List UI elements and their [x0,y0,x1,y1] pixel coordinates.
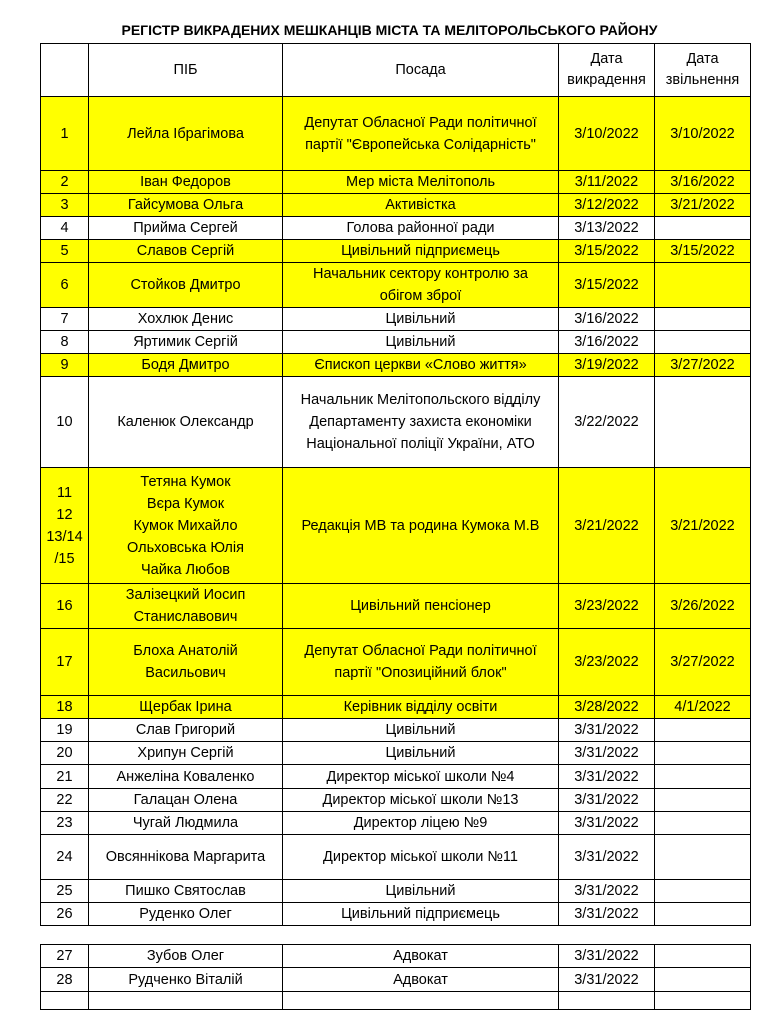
row-number-line: 20 [56,745,73,761]
person-position [283,903,559,926]
person-name-line: Станиславович [133,609,238,625]
person-name-line: Кумок Михайло [133,517,238,534]
row-number-line: 18 [56,699,73,715]
row-number-line: 16 [56,598,73,614]
row-number-line: 11 [56,484,73,501]
table-row [41,812,751,835]
person-name [89,217,283,240]
table-row [41,765,751,789]
table-row [41,719,751,742]
person-name [89,331,283,354]
person-position-line: Директор міської школи №4 [326,768,515,785]
row-number [41,789,89,812]
table-row [41,742,751,765]
kidnap-date: 3/22/2022 [559,377,655,468]
abductees-table-continued [40,944,751,1010]
person-position-line: Директор ліцею №9 [353,815,488,831]
person-position [283,584,559,629]
kidnap-date: 3/19/2022 [559,354,655,377]
row-number [41,812,89,835]
row-number-line: 8 [60,334,69,350]
table-row [41,194,751,217]
table-row [41,629,751,696]
row-number [41,903,89,926]
header-kidnap-date-line: Дата [590,51,623,67]
person-position [283,97,559,171]
person-name [89,97,283,171]
row-number-line: 10 [56,414,73,430]
person-position-line: Єпископ церкви «Слово життя» [314,357,527,373]
table-row [41,171,751,194]
table-row [41,468,751,584]
person-position [283,308,559,331]
table-row [41,584,751,629]
person-name [89,696,283,719]
row-number [41,880,89,903]
person-name-line: Овсяннікова Маргарита [105,849,266,865]
person-name [89,468,283,584]
person-name [89,194,283,217]
table-row [41,696,751,719]
kidnap-date: 3/31/2022 [559,835,655,880]
header-position: Посада [283,44,559,97]
release-date [655,765,751,789]
release-date [655,377,751,468]
person-name [89,308,283,331]
kidnap-date: 3/31/2022 [559,719,655,742]
release-date [655,742,751,765]
table-header-row [41,44,751,97]
row-number [41,719,89,742]
row-number-line: 25 [56,883,73,899]
kidnap-date: 3/16/2022 [559,331,655,354]
kidnap-date: 3/15/2022 [559,263,655,308]
person-name [89,263,283,308]
person-position-line: Адвокат [393,948,448,964]
person-name [89,992,283,1010]
person-name [89,903,283,926]
person-position [283,331,559,354]
person-position [283,880,559,903]
person-name [89,584,283,629]
row-number [41,194,89,217]
release-date [655,719,751,742]
person-name [89,240,283,263]
person-name [89,719,283,742]
row-number [41,742,89,765]
table-row [41,968,751,992]
person-name [89,812,283,835]
row-number-line: 27 [56,948,73,964]
person-position [283,217,559,240]
person-name-line: Зубов Олег [146,948,225,964]
row-number-line: 3 [60,197,69,213]
person-name-line: Лейла Ібрагімова [127,125,244,142]
person-position-line: обігом зброї [379,288,462,304]
person-name-line: Вєра Кумок [146,495,225,512]
person-position-line: Директор міської школи №11 [323,849,518,865]
table-row [41,992,751,1010]
release-date: 3/27/2022 [655,354,751,377]
kidnap-date: 3/21/2022 [559,468,655,584]
header-release-date-line: звільнення [665,72,740,88]
person-name-line: Щербак Ірина [139,699,232,715]
row-number [41,468,89,584]
person-name-line: Прийма Сергей [133,220,238,236]
person-position [283,835,559,880]
page-title: РЕГІСТР ВИКРАДЕНИХ МЕШКАНЦІВ МІСТА ТА МЕЛІТОРОЛЬСЬКОГО РАЙОНУ [121,22,658,38]
person-name-line: Яртимик Сергій [133,334,238,350]
kidnap-date: 3/31/2022 [559,880,655,903]
person-position-line: Адвокат [393,971,448,988]
person-position [283,812,559,835]
row-number-line: 9 [60,357,69,373]
person-position-line: Мер міста Мелітополь [345,174,496,190]
person-position [283,240,559,263]
person-name [89,835,283,880]
row-number-line: 13/14 [46,528,83,545]
row-number-line: 4 [60,220,69,236]
release-date [655,263,751,308]
table-row [41,377,751,468]
person-name-line: Ольховська Юлія [127,539,244,556]
abductees-table [40,43,751,926]
row-number [41,308,89,331]
kidnap-date: 3/12/2022 [559,194,655,217]
person-position-line: Цивільний [385,883,456,899]
row-number-line: 24 [56,849,73,865]
kidnap-date: 3/16/2022 [559,308,655,331]
person-position-line: Голова районної ради [346,220,495,236]
table-row [41,789,751,812]
table-row [41,240,751,263]
person-name-line: Руденко Олег [139,906,232,922]
release-date [655,903,751,926]
person-position-line: Національної поліції України, АТО [306,436,535,452]
person-position [283,789,559,812]
person-position [283,194,559,217]
row-number-line: 26 [56,906,73,922]
person-position-line: Цивільний підприємець [341,906,500,922]
release-date: 3/16/2022 [655,171,751,194]
person-position-line: партії "Опозиційний блок" [334,665,507,681]
table-row [41,945,751,968]
row-number [41,354,89,377]
row-number-line: 22 [56,792,73,808]
header-release-date [655,44,751,97]
kidnap-date: 3/11/2022 [559,171,655,194]
table-row [41,880,751,903]
row-number-line: 6 [60,277,69,293]
row-number [41,584,89,629]
person-position [283,719,559,742]
person-name [89,789,283,812]
kidnap-date: 3/28/2022 [559,696,655,719]
person-name-line: Галацан Олена [133,792,238,808]
row-number [41,240,89,263]
row-number-line: 2 [60,174,69,190]
row-number-line: /15 [54,550,75,567]
table-row [41,97,751,171]
table-row [41,331,751,354]
header-kidnap-date [559,44,655,97]
row-number [41,992,89,1010]
row-number [41,97,89,171]
person-name-line: Славов Сергій [136,243,235,259]
kidnap-date: 3/31/2022 [559,765,655,789]
row-number [41,968,89,992]
row-number-line: 17 [56,654,73,670]
person-name-line: Хрипун Сергій [137,745,234,761]
release-date: 3/21/2022 [655,468,751,584]
table-row [41,903,751,926]
kidnap-date [559,992,655,1010]
person-name-line: Блоха Анатолій [133,643,238,659]
release-date: 3/21/2022 [655,194,751,217]
row-number [41,377,89,468]
kidnap-date: 3/31/2022 [559,789,655,812]
kidnap-date: 3/23/2022 [559,584,655,629]
row-number [41,263,89,308]
person-name-line: Пишко Святослав [125,883,246,899]
row-number-line: 21 [56,768,73,785]
kidnap-date: 3/23/2022 [559,629,655,696]
person-position [283,263,559,308]
person-position-line: Цивільний [385,334,456,350]
person-name-line: Іван Федоров [140,174,231,190]
row-number [41,629,89,696]
row-number [41,945,89,968]
person-position-line: Начальник Мелітопольского відділу [300,392,541,408]
person-position [283,377,559,468]
kidnap-date: 3/31/2022 [559,812,655,835]
kidnap-date: 3/31/2022 [559,945,655,968]
person-name-line: Бодя Дмитро [141,357,230,373]
person-position [283,992,559,1010]
table-row [41,308,751,331]
release-date [655,835,751,880]
person-position [283,765,559,789]
person-name-line: Чугай Людмила [132,815,239,831]
release-date: 3/27/2022 [655,629,751,696]
person-name-line: Гайсумова Ольга [127,197,244,213]
person-position-line: Начальник сектору контролю за [313,266,528,282]
person-position [283,171,559,194]
person-name [89,765,283,789]
person-name [89,171,283,194]
person-position [283,354,559,377]
row-number-line: 5 [60,243,69,259]
person-position-line: Цивільний [385,745,456,761]
header-name: ПІБ [89,44,283,97]
row-number [41,171,89,194]
person-position-line: Цивільний пенсіонер [350,598,491,614]
row-number-line: 1 [60,125,69,142]
person-position [283,468,559,584]
release-date: 4/1/2022 [655,696,751,719]
row-number-line: 12 [56,506,73,523]
release-date [655,812,751,835]
row-number [41,765,89,789]
row-number-line: 28 [56,971,73,988]
row-number [41,331,89,354]
header-num [41,44,89,97]
kidnap-date: 3/15/2022 [559,240,655,263]
person-name [89,742,283,765]
row-number [41,217,89,240]
person-name-line: Тетяна Кумок [140,473,231,490]
release-date [655,945,751,968]
table-row [41,354,751,377]
table-row [41,835,751,880]
person-position-line: Цивільний підприємець [341,243,500,259]
kidnap-date: 3/31/2022 [559,903,655,926]
kidnap-date: 3/10/2022 [559,97,655,171]
person-name-line: Каленюк Олександр [117,414,254,430]
table-row [41,217,751,240]
release-date: 3/26/2022 [655,584,751,629]
header-kidnap-date-line: викрадення [567,72,646,88]
person-position-line: партії "Європейська Солідарність" [305,136,536,153]
person-name-line: Васильович [145,665,226,681]
kidnap-date: 3/31/2022 [559,742,655,765]
person-name [89,354,283,377]
person-position-line: Депутат Обласної Ради політичної [304,114,537,131]
person-name [89,377,283,468]
person-position [283,696,559,719]
person-name [89,880,283,903]
release-date [655,331,751,354]
person-position [283,742,559,765]
person-position-line: Керівник відділу освіти [343,699,498,715]
row-number-line: 23 [56,815,73,831]
person-position-line: Директор міської школи №13 [322,792,519,808]
person-name-line: Залізецкий Иосип [125,587,246,603]
kidnap-date: 3/31/2022 [559,968,655,992]
release-date: 3/10/2022 [655,97,751,171]
table-row [41,263,751,308]
person-name-line: Хохлюк Денис [137,311,234,327]
kidnap-date: 3/13/2022 [559,217,655,240]
person-position-line: Редакція МВ та родина Кумока М.В [301,517,540,534]
person-name [89,945,283,968]
person-position-line: Активістка [385,197,456,213]
release-date [655,789,751,812]
person-position-line: Цивільний [385,722,456,738]
person-name-line: Слав Григорий [135,722,236,738]
release-date [655,217,751,240]
header-release-date-line: Дата [686,51,719,67]
person-name-line: Рудченко Віталій [128,971,243,988]
release-date [655,308,751,331]
person-name-line: Чайка Любов [140,561,231,578]
person-position [283,945,559,968]
person-name-line: Стойков Дмитро [130,277,241,293]
person-position [283,968,559,992]
person-name-line: Анжеліна Коваленко [116,768,255,785]
person-position-line: Цивільний [385,311,456,327]
release-date [655,992,751,1010]
row-number [41,696,89,719]
release-date [655,968,751,992]
person-name [89,629,283,696]
person-position [283,629,559,696]
row-number-line: 19 [56,722,73,738]
person-position-line: Депутат Обласної Ради політичної [304,643,537,659]
person-name [89,968,283,992]
row-number [41,835,89,880]
release-date: 3/15/2022 [655,240,751,263]
release-date [655,880,751,903]
person-position-line: Департаменту захиста економіки [309,414,532,430]
row-number-line: 7 [60,311,69,327]
